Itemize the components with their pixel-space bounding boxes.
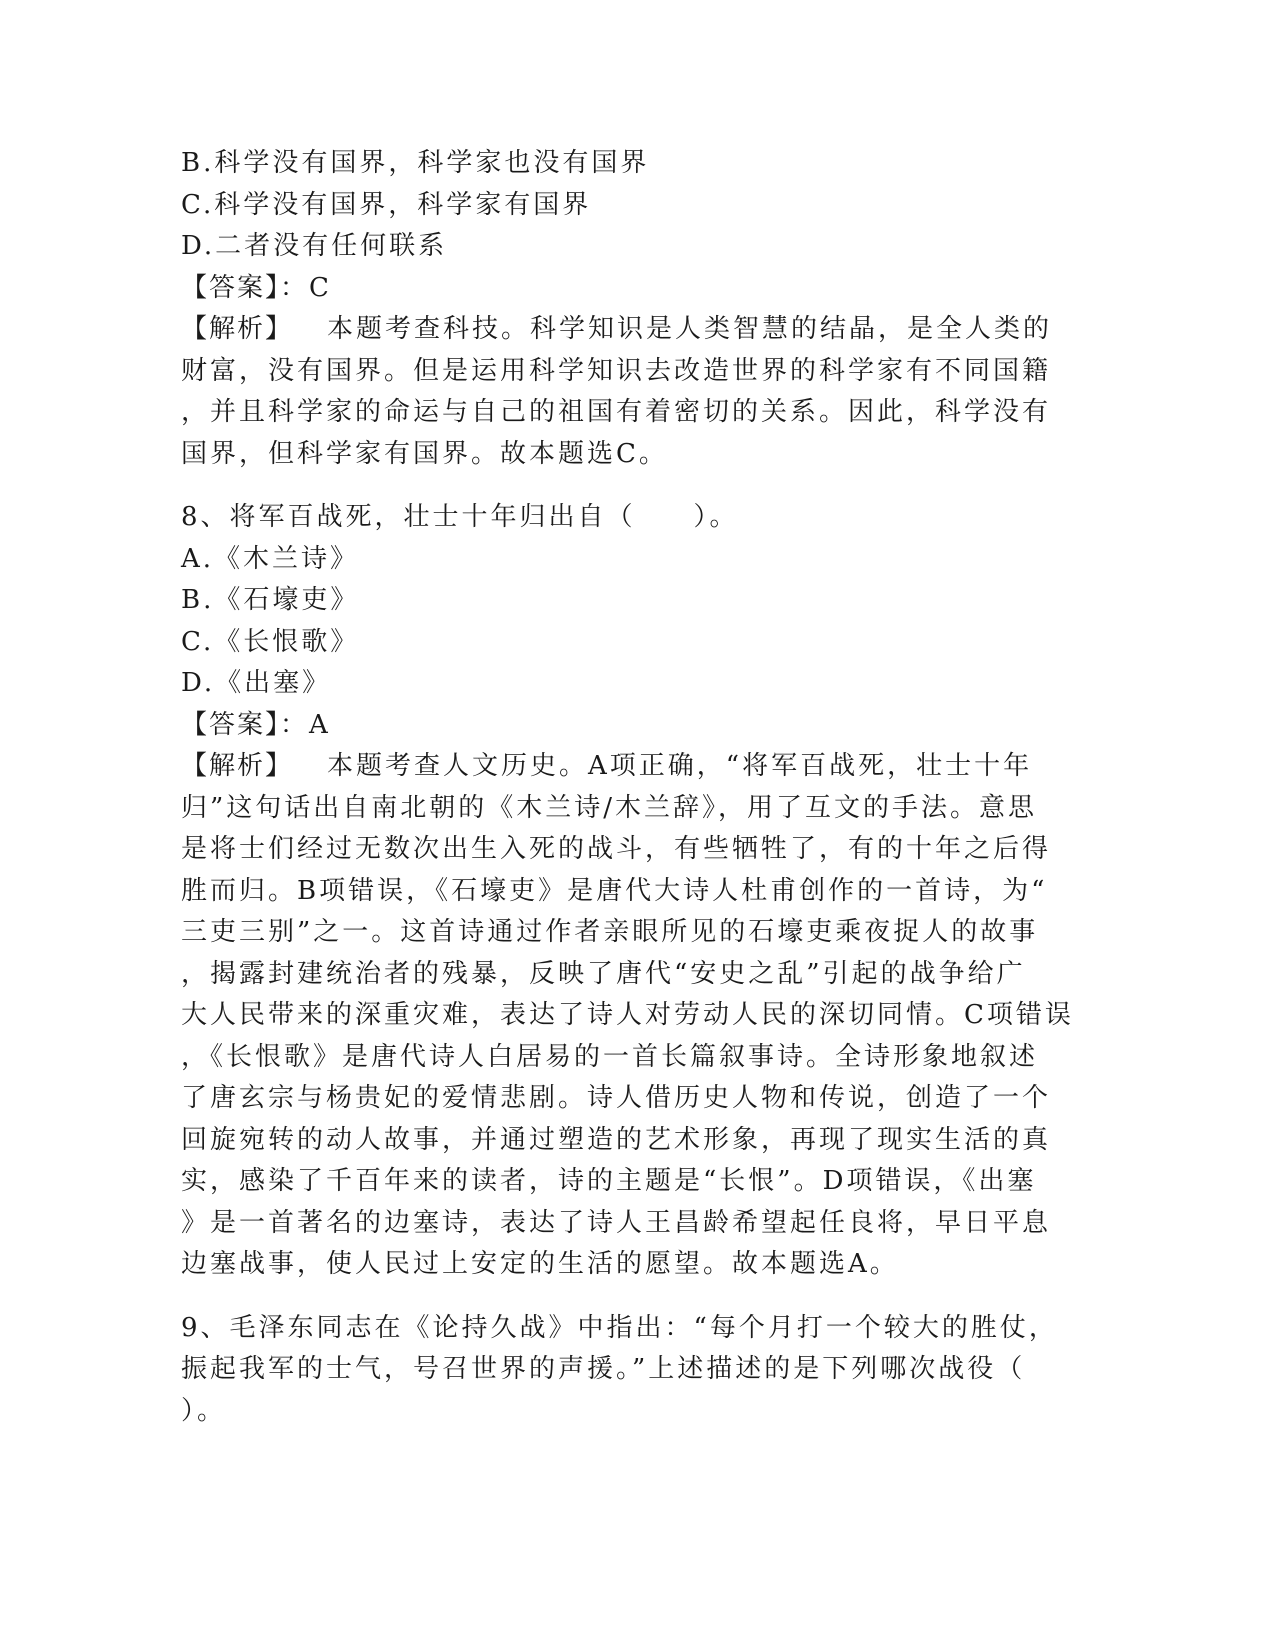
answer-label: 【答案】 (181, 709, 281, 740)
option-b: B.《石壕吏》 (181, 585, 360, 615)
analysis-label: 【解析】 (181, 751, 294, 781)
analysis-line-1 (181, 746, 1081, 788)
answer-value: ：A (280, 709, 331, 740)
option-a: A.《木兰诗》 (181, 543, 360, 574)
analysis-line-11: 实，感染了千百年来的读者，诗的主题是“长恨”。D项错误，《出塞 (181, 1166, 1037, 1196)
analysis-line-6: ，揭露封建统治者的残暴，反映了唐代“安史之乱”引起的战争给广 (181, 958, 1026, 989)
analysis-line-10: 回旋宛转的动人故事，并通过塑造的艺术形象，再现了现实生活的真 (181, 1124, 1052, 1155)
document-page (181, 143, 1081, 1432)
option-c: C.《长恨歌》 (181, 626, 360, 657)
option-b: B.科学没有国界，科学家也没有国界 (181, 148, 650, 178)
question-9-line-1: 9、毛泽东同志在《论持久战》中指出：“每个月打一个较大的胜仗， (181, 1312, 1058, 1343)
analysis-line-9: 了唐玄宗与杨贵妃的爱情悲剧。诗人借历史人物和传说，创造了一个 (181, 1083, 1052, 1113)
analysis-line-2: 财富，没有国界。但是运用科学知识去改造世界的科学家有不同国籍 (181, 355, 1052, 386)
option-d: D.二者没有任何联系 (181, 231, 448, 261)
analysis-line-12: 》是一首著名的边塞诗，表达了诗人王昌龄希望起任良将，早日平息 (181, 1207, 1052, 1238)
answer-label: 【答案】 (181, 272, 281, 303)
analysis-line-3: ，并且科学家的命运与自己的祖国有着密切的关系。因此，科学没有 (181, 397, 1052, 427)
analysis-line-2: 归”这句话出自南北朝的《木兰诗/木兰辞》，用了互文的手法。意思 (181, 792, 1038, 823)
analysis-line-13: 边塞战事，使人民过上安定的生活的愿望。故本题选A。 (181, 1249, 899, 1279)
analysis-line-4: 胜而归。B项错误，《石壕吏》是唐代大诗人杜甫创作的一首诗，为“ (181, 875, 1048, 906)
question-9-line-3: ）。 (181, 1395, 227, 1426)
analysis-line-7: 大人民带来的深重灾难，表达了诗人对劳动人民的深切同情。C项错误 (181, 1000, 1074, 1030)
answer-value: ：C (280, 272, 332, 303)
answer-line (181, 268, 1081, 310)
question-8-text: 8、将军百战死，壮士十年归出自（ ）。 (181, 502, 739, 532)
option-d: D.《出塞》 (181, 668, 332, 698)
analysis-line-8: ，《长恨歌》是唐代诗人白居易的一首长篇叙事诗。全诗形象地叙述 (181, 1041, 1039, 1072)
question-9-line-2: 振起我军的士气，号召世界的声援。”上述描述的是下列哪次战役（ (181, 1354, 1026, 1384)
question-8-section (181, 497, 1081, 1286)
analysis-line-3: 是将士们经过无数次出生入死的战斗，有些牺牲了，有的十年之后得 (181, 834, 1052, 864)
analysis-line-4: 国界，但科学家有国界。故本题选C。 (181, 438, 668, 469)
analysis-label: 【解析】 (181, 314, 294, 344)
analysis-line-1 (181, 309, 1081, 351)
question-7-section (181, 143, 1081, 475)
question-9-section (181, 1308, 1081, 1433)
analysis-line-5: 三吏三别”之一。这首诗通过作者亲眼所见的石壕吏乘夜捉人的故事 (181, 917, 1039, 947)
answer-line (181, 705, 1081, 747)
analysis-text: 本题考查科技。科学知识是人类智慧的结晶，是全人类的 (327, 314, 1053, 344)
analysis-text: 本题考查人文历史。A项正确，“将军百战死，壮士十年 (327, 751, 1033, 781)
option-c: C.科学没有国界，科学家有国界 (181, 189, 592, 220)
